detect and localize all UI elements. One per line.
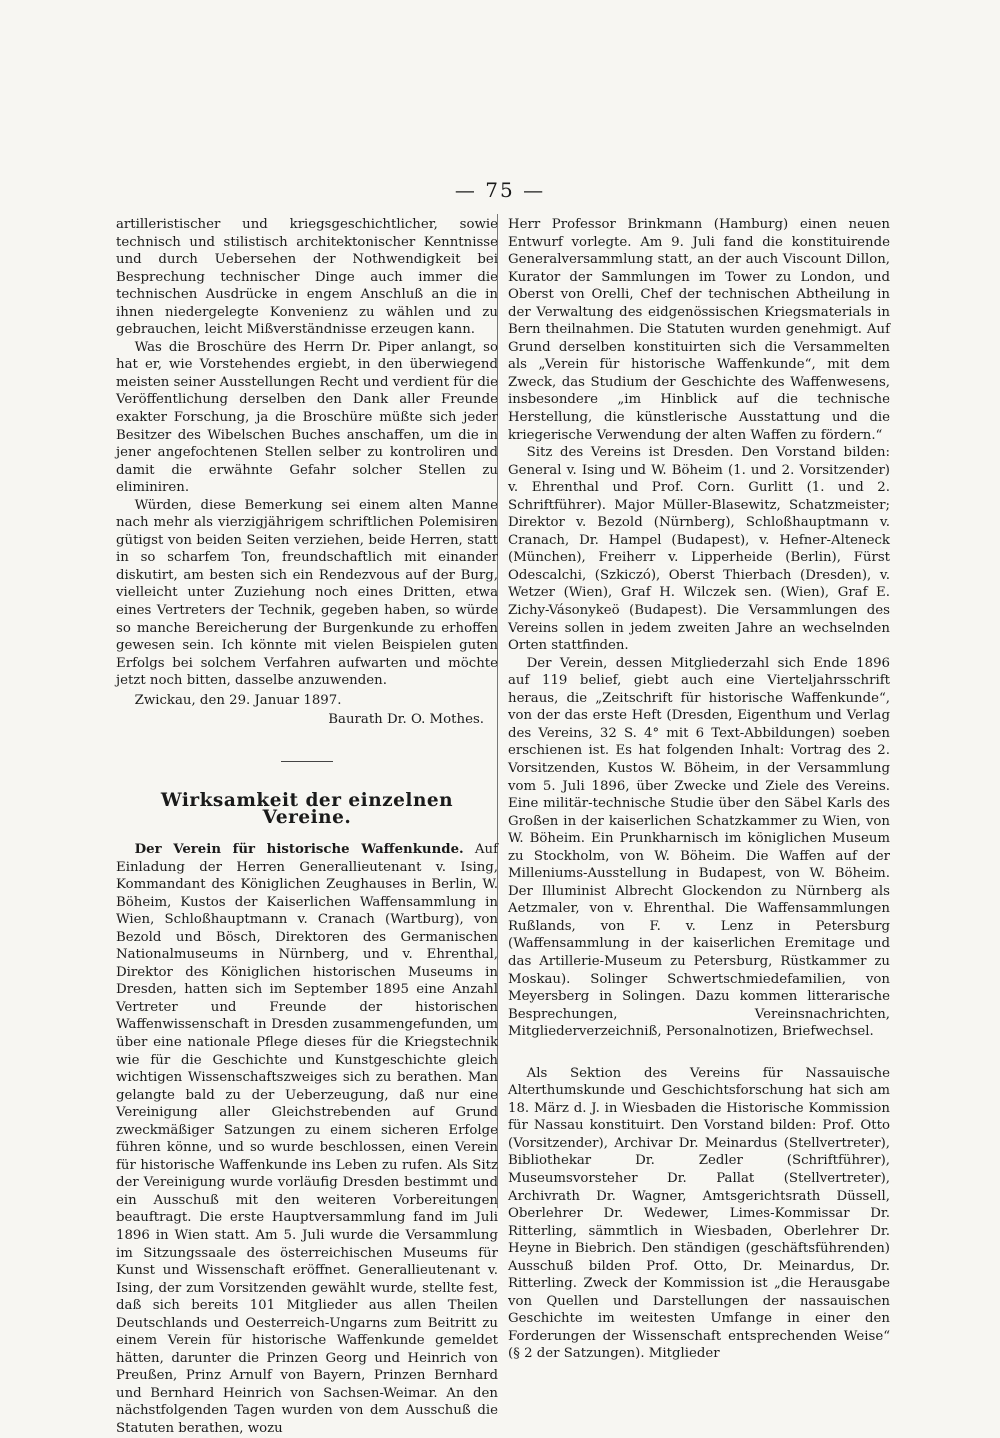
signature: Baurath Dr. O. Mothes. <box>328 712 484 728</box>
paragraph: Was die Broschüre des Herrn Dr. Piper anlangt, so hat er, wie Vorstehendes ergiebt, in den überwiegend meisten seiner Ausstellungen Recht und verdient für die Veröffentlichung derselben den Dank aller Freunde exakter Forschung, ja die Broschüre müßte sich jeder Besitzer des Wibelschen Buches anschaffen, um die in jener angefochtenen Stellen selber zu kontroliren und damit die erwähnte Gefahr solcher Stellen zu eliminiren. <box>116 339 498 496</box>
paragraph: Herr Professor Brinkmann (Hamburg) einen neuen Entwurf vorlegte. Am 9. Juli fand die konstituirende Generalversammlung statt, an der auch Viscount Dillon, Kurator der Sammlungen im Tower zu London, und Oberst von Orelli, Chef der technischen Abtheilung in der Verwaltung des eidgenössischen Kriegsmaterials in Bern theilnahmen. Die Statuten wurden genehmigt. Auf Grund derselben konstituirten sich die Versammelten als „Verein für historische Waffenkunde“, mit dem Zweck, das Studium der Geschichte des Waffenwesens, insbesondere „im Hinblick auf die technische Herstellung, die künstlerische Ausstattung und die kriegerische Verwendung der alten Waffen zu fördern.“ <box>508 217 890 443</box>
right-column <box>508 216 890 1363</box>
section-lead: Der Verein für historische Waffenkunde. <box>134 841 464 857</box>
paragraph: Würden, diese Bemerkung sei einem alten Manne nach mehr als vierzigjährigem schriftlichen Polemisiren gütigst von beiden Seiten verziehen, beide Herren, statt in so scharfem Ton, freundschaftlich mit einander diskutirt, am besten sich ein Rendezvous auf der Burg, vielleicht unter Zuziehung noch eines Dritten, etwa eines Vertreters der Technik, gegeben haben, so würde so manche Bereicherung der Burgenkunde zu erhoffen gewesen sein. Ich könnte mit vielen Beispielen guten Erfolgs bei solchem Verfahren aufwarten und möchte jetzt noch bitten, dasselbe anzuwenden. <box>116 497 498 689</box>
page-number: — 75 — <box>454 178 546 202</box>
section-heading: Wirksamkeit der einzelnen Vereine. <box>160 789 454 829</box>
paragraph: Der Verein, dessen Mitgliederzahl sich Ende 1896 auf 119 belief, giebt auch eine Vierteljahrsschrift heraus, die „Zeitschrift für historische Waffenkunde“, von der das erste Heft (Dresden, Eigenthum und Verlag des Vereins, 32 S. 4° mit 6 Text-Abbildungen) soeben erschienen ist. Es hat folgenden Inhalt: Vortrag des 2. Vorsitzenden, Kustos W. Böheim, in der Versammlung vom 5. Juli 1896, über Zwecke und Ziele des Vereins. Eine militär-technische Studie über den Säbel Karls des Großen in der kaiserlichen Schatzkammer zu Wien, von W. Böheim. Ein Prunkharnisch im königlichen Museum zu Stockholm, von W. Böheim. Die Waffen auf der Milleniums-Ausstellung in Budapest, von W. Böheim. Der Illuminist Albrecht Glockendon zu Nürnberg als Aetzmaler, von v. Ehrenthal. Die Waffensammlungen Rußlands, von F. v. Lenz in Petersburg (Waffensammlung in der kaiserlichen Eremitage und das Artillerie-Museum zu Petersburg, Rüstkammer zu Moskau). Solinger Schwertschmiedefamilien, von Meyersberg in Solingen. Dazu kommen litterarische Besprechungen, Vereinsnachrichten, Mitgliederverzeichniß, Personalnotizen, Briefwechsel. <box>508 655 890 1040</box>
section-rule <box>281 761 333 762</box>
paragraph: Sitz des Vereins ist Dresden. Den Vorstand bilden: General v. Ising und W. Böheim (1. und 2. Vorsitzender) v. Ehrenthal und Prof. Corn. Gurlitt (1. und 2. Schriftführer). Major Müller-Blasewitz, Schatzmeister; Direktor v. Bezold (Nürnberg), Schloßhauptmann v. Cranach, Dr. Hampel (Budapest), v. Hefner-Alteneck (München), Freiherr v. Lipperheide (Berlin), Fürst Odescalchi, (Szkiczó), Oberst Thierbach (Dresden), v. Wetzer (Wien), Graf H. Wilczek sen. (Wien), Graf E. Zichy-Vásonykeö (Budapest). Die Versammlungen des Vereins sollen in jedem zweiten Jahre an wechselnden Orten stattfinden. <box>508 445 890 654</box>
paragraph-gap <box>508 1041 890 1065</box>
paragraph: Als Sektion des Vereins für Nassauische Alterthumskunde und Geschichtsforschung hat sich am 18. März d. J. in Wiesbaden die Historische Kommission für Nassau konstituirt. Den Vorstand bilden: Prof. Otto (Vorsitzender), Archivar Dr. Meinardus (Stellvertreter), Bibliothekar Dr. Zedler (Schriftführer), Museumsvorsteher Dr. Pallat (Stellvertreter), Archivrath Dr. Wagner, Amtsgerichtsrath Düssell, Oberlehrer Dr. Wedewer, Limes-Kommissar Dr. Ritterling, sämmtlich in Wiesbaden, Oberlehrer Dr. Heyne in Biebrich. Den ständigen (geschäftsführenden) Ausschuß bilden Prof. Otto, Dr. Meinardus, Dr. Ritterling. Zweck der Kommission ist „die Herausgabe von Quellen und Darstellungen der nassauischen Geschichte im weitesten Umfange in einer den Forderungen der Wissenschaft entsprechenden Weise“ (§ 2 der Satzungen). Mitglieder <box>508 1065 890 1362</box>
paragraph <box>116 841 498 1438</box>
paragraph: artilleristischer und kriegsgeschichtlicher, sowie technisch und stilistisch architektonischer Kenntnisse und durch Uebersehen der Nothwendigkeit bei Besprechung technischer Dinge auch immer die technischen Ausdrücke in engem Anschluß an die in ihnen niedergelegte Konvenienz zu wählen und zu gebrauchen, leicht Mißverständnisse erzeugen kann. <box>116 217 498 338</box>
section-paragraph-text: Auf Einladung der Herren Generallieutenant v. Ising, Kommandant des Königlichen Zeughauses in Berlin, W. Böheim, Kustos der Kaiserlichen Waffensammlung in Wien, Schloßhauptmann v. Cranach (Wartburg), von Bezold und Bösch, Direktoren des Germanischen Nationalmuseums in Nürnberg, und v. Ehrenthal, Direktor des Königlichen historischen Museums in Dresden, hatten sich im September 1895 eine Anzahl Vertreter und Freunde der historischen Waffenwissenschaft in Dresden zusammengefunden, um über eine nationale Pflege dieses für die Kriegstechnik wie für die Geschichte und Kunstgeschichte gleich wichtigen Wissenschaftszweiges sich zu berathen. Man gelangte bald zu der Ueberzeugung, daß nur eine Vereinigung aller Gleichstrebenden auf Grund zweckmäßiger Satzungen zu einem sicheren Erfolge führen könne, und so wurde beschlossen, einen Verein für historische Waffenkunde ins Leben zu rufen. Als Sitz der Vereinigung wurde vorläufig Dresden bestimmt und ein Ausschuß mit den weiteren Vorbereitungen beauftragt. Die erste Hauptversammlung fand im Juli 1896 in Wien statt. Am 5. Juli wurde die Versammlung im Sitzungssaale des österreichischen Museums für Kunst und Wissenschaft eröffnet. Generallieutenant v. Ising, der zum Vorsitzenden gewählt wurde, stellte fest, daß sich bereits 101 Mitglieder aus allen Theilen Deutschlands und Oesterreich-Ungarns zum Beitritt zu einem Verein für historische Waffenkunde gemeldet hätten, darunter die Prinzen Georg und Heinrich von Preußen, Prinz Arnulf von Bayern, Prinzen Bernhard und Bernhard Heinrich von Sachsen-Weimar. An den nächstfolgenden Tagen wurden von dem Ausschuß die Statuten berathen, wozu <box>116 841 499 1436</box>
date-line: Zwickau, den 29. Januar 1897. <box>134 692 342 708</box>
left-column <box>116 216 498 1438</box>
